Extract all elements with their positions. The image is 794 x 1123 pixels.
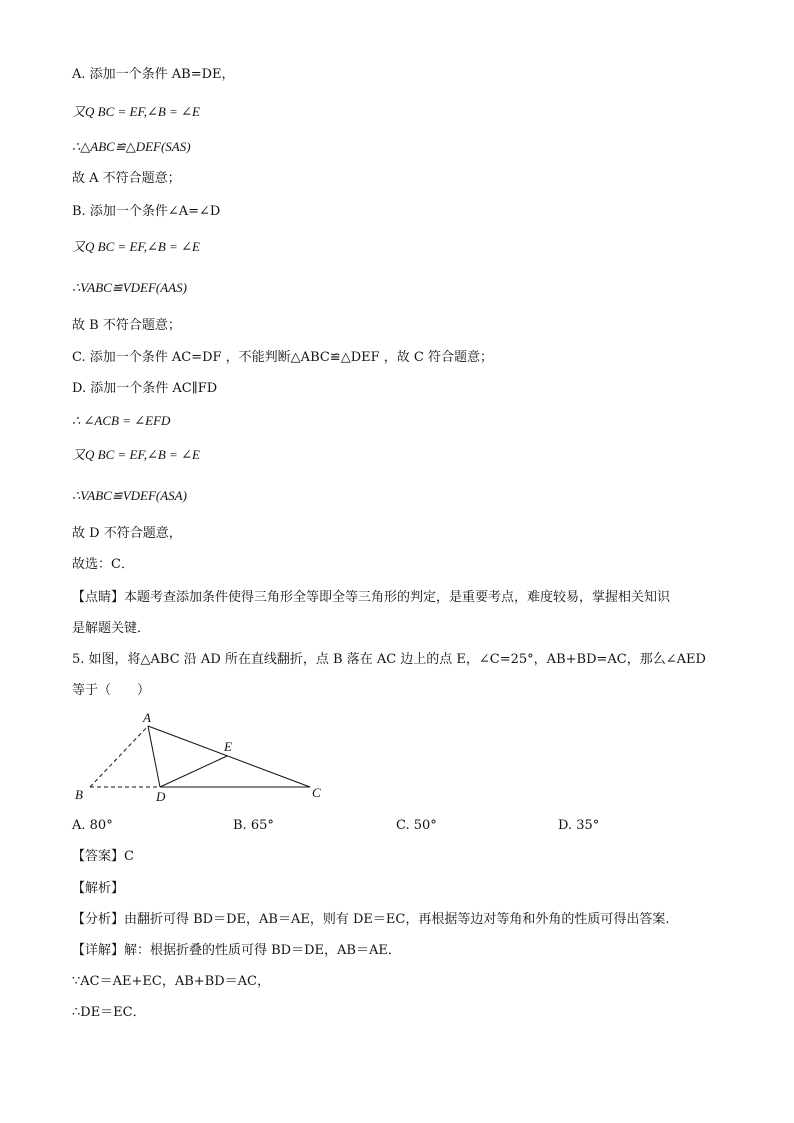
label-e: E <box>224 739 232 754</box>
label-d: D <box>156 789 166 804</box>
line-a-given: 又Q BC = EF,∠B = ∠E <box>72 104 200 119</box>
line-comment-1: 【点睛】本题考查添加条件使得三角形全等即全等三角形的判定，是重要考点，难度较易，掌握相关知识 <box>72 590 671 605</box>
option-d: D. 35° <box>558 818 600 833</box>
line-question-5: 5. 如图，将△ABC 沿 AD 所在直线翻折，点 B 落在 AC 边上的点 E，∠C=25°，AB+BD=AC，那么∠AED <box>72 652 706 667</box>
detail-line-2: ∵AC＝AE+EC，AB+BD＝AC， <box>72 974 270 989</box>
analysis-summary: 【分析】由翻折可得 BD＝DE，AB＝AE，则有 DE＝EC，再根据等边对等角和外角的性质可得出答案. <box>72 912 670 927</box>
segment-ad <box>148 726 160 787</box>
label-b: B <box>75 787 83 802</box>
segment-ac <box>148 726 310 787</box>
line-d-congruence: ∴VABC≌VDEF(ASA) <box>72 488 187 503</box>
line-b-congruence: ∴VABC≌VDEF(AAS) <box>72 280 187 295</box>
option-c: C. 50° <box>396 818 437 833</box>
line-comment-2: 是解题关键． <box>72 621 151 636</box>
line-d-angle: ∴ ∠ACB = ∠EFD <box>72 413 171 428</box>
line-a-conclusion: 故 A 不符合题意； <box>72 171 181 186</box>
answer-line: 【答案】C <box>72 849 134 864</box>
line-question-5-tail: 等于（ ） <box>72 683 151 698</box>
label-a: A <box>143 710 151 725</box>
option-a: A. 80° <box>72 818 113 833</box>
analysis-heading: 【解析】 <box>72 881 125 896</box>
detail-line-3: ∴DE＝EC． <box>72 1005 146 1020</box>
line-d-condition: D. 添加一个条件 AC∥FD <box>72 381 218 396</box>
segment-de <box>160 756 227 787</box>
line-b-condition: B. 添加一个条件∠A=∠D <box>72 204 221 219</box>
detail-line-1: 【详解】解：根据折叠的性质可得 BD＝DE，AB＝AE． <box>72 943 401 958</box>
line-d-conclusion: 故 D 不符合题意， <box>72 526 182 541</box>
line-a-congruence: ∴△ABC≌△DEF(SAS) <box>72 139 191 154</box>
triangle-figure <box>70 706 340 806</box>
option-b: B. 65° <box>233 818 274 833</box>
label-c: C <box>312 785 321 800</box>
line-b-conclusion: 故 B 不符合题意； <box>72 318 181 333</box>
line-c-condition: C. 添加一个条件 AC=DF ，不能判断△ABC≌△DEF ，故 C 符合题意； <box>72 350 493 365</box>
line-b-given: 又Q BC = EF,∠B = ∠E <box>72 239 200 254</box>
line-choice: 故选：C． <box>72 557 134 572</box>
line-a-condition: A. 添加一个条件 AB=DE， <box>72 67 235 82</box>
line-d-given: 又Q BC = EF,∠B = ∠E <box>72 447 200 462</box>
segment-ab <box>90 726 148 787</box>
